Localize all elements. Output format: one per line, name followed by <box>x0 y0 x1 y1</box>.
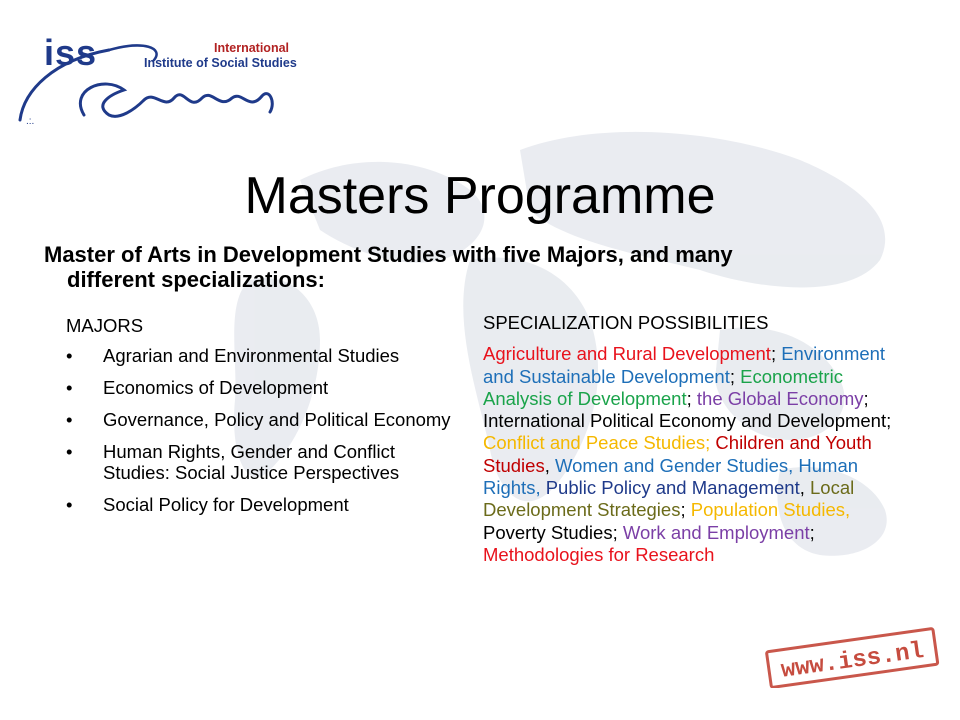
specialization-segment: , <box>544 454 555 476</box>
specialization-segment: ; <box>729 365 741 387</box>
specialization-segment: ; <box>686 387 697 409</box>
specialization-segment: ; <box>886 410 892 432</box>
specializations-paragraph <box>483 343 893 566</box>
specialization-segment: International Political Economy and Development <box>483 410 887 432</box>
specialization-segment: Population Studies, <box>690 499 851 521</box>
logo-line-institute: Institute of Social Studies <box>144 56 297 70</box>
specialization-segment: Methodologies for Research <box>483 543 715 565</box>
specialization-segment: ; <box>863 387 869 409</box>
specialization-segment: Poverty Studies <box>483 521 613 543</box>
iss-logo <box>14 20 297 130</box>
logo-line-international: International <box>214 41 290 55</box>
url-stamp-text: www.iss.nl <box>779 638 926 685</box>
specialization-segment: ; <box>612 521 623 543</box>
majors-heading: MAJORS <box>66 315 144 336</box>
major-item: • Human Rights, Gender and Conflict Studies: Social Justice Perspectives <box>66 441 456 483</box>
major-item: • Social Policy for Development <box>66 494 456 515</box>
specialization-segment: ; <box>809 521 815 543</box>
specialization-segment: Environment and Sustainable Development <box>483 343 886 387</box>
subtitle-line-1: Master of Arts in Development Studies with five Majors, and many <box>44 242 733 267</box>
subtitle <box>44 242 924 292</box>
specialization-segment: Women and Gender Studies, Human Rights, <box>483 454 859 499</box>
specialization-segment: Public Policy and Management <box>545 477 800 499</box>
url-stamp <box>762 626 942 688</box>
majors-list <box>66 345 456 515</box>
specialization-segment: Conflict and Peace Studies; <box>483 432 711 454</box>
specialization-segment: the Global Economy <box>696 387 864 409</box>
specialization-segment: ; <box>770 343 782 365</box>
page-title: Masters Programme <box>244 167 716 225</box>
major-item: • Governance, Policy and Political Economy <box>66 409 456 430</box>
specialization-segment: Local Development Strategies <box>483 477 855 521</box>
specializations-heading: SPECIALIZATION POSSIBILITIES <box>483 312 769 333</box>
svg-text:.:.: .:. <box>26 116 35 127</box>
majors-column <box>66 315 456 526</box>
specialization-segment: Econometric Analysis of Development <box>483 365 843 409</box>
major-item: • Agrarian and Environmental Studies <box>66 345 456 366</box>
specialization-segment: ; <box>680 499 691 521</box>
subtitle-line-2: different specializations: <box>67 267 325 292</box>
specialization-segment: Agriculture and Rural Development <box>483 343 771 365</box>
specialization-segment: Work and Employment <box>622 521 810 543</box>
specialization-segment: Children and Youth Studies <box>483 432 872 476</box>
specializations-column <box>483 312 893 566</box>
major-item: • Economics of Development <box>66 377 456 398</box>
iss-logo-mark: iss <box>44 32 98 73</box>
specialization-segment: , <box>799 477 811 499</box>
